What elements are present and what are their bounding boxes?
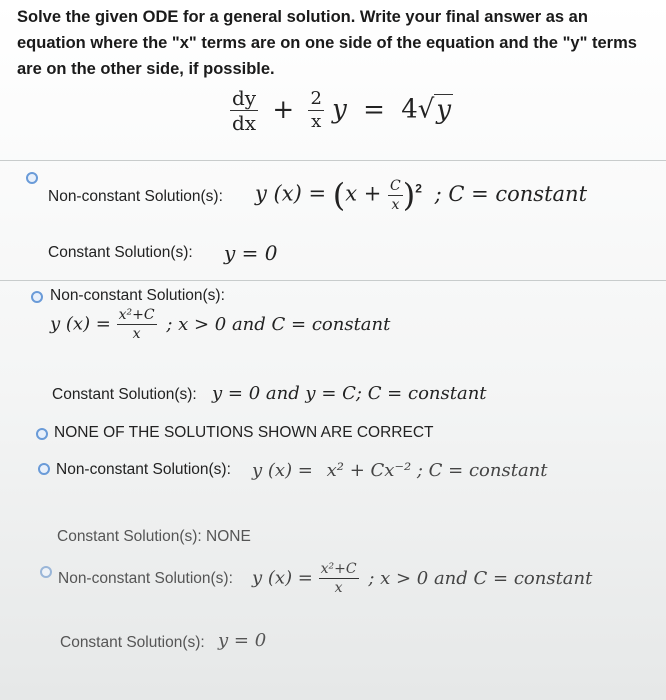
option-4-const-label: Constant Solution(s): NONE (57, 528, 251, 545)
option-3-radio[interactable] (36, 428, 48, 440)
divider (0, 160, 666, 161)
option-5-nonconst-expr: y (x) = $\frac{\text{x²+C}}{x}$ ; x > 0 and C = constant (252, 561, 593, 596)
dy-dx-fraction: $\frac{dy}{dx}$ (232, 86, 257, 135)
option-2-radio[interactable] (31, 291, 43, 303)
option-2-const-value: y = 0 and y = C; C = constant (212, 383, 487, 404)
option-2-nonconst-label: Non-constant Solution(s): (50, 287, 225, 304)
option-5-nonconst-label: Non-constant Solution(s): (58, 570, 233, 587)
option-1-radio[interactable] (26, 172, 38, 184)
option-4-radio[interactable] (38, 463, 50, 475)
option-1-const-value: y = 0 (224, 241, 278, 265)
option-4-nonconst-expr: y (x) = x² + Cx⁻² ; C = constant (252, 460, 548, 481)
option-2-const-label: Constant Solution(s): (52, 386, 197, 403)
option-2-nonconst-expr: y (x) = $\frac{\text{x²+C}}{x}$ ; x > 0 and C = constant (50, 307, 391, 342)
two-over-x-fraction: $\frac{2}{x}$ (310, 88, 322, 132)
option-1-const-label: Constant Solution(s): (48, 244, 193, 261)
option-5-const-value: y = 0 (218, 630, 267, 651)
divider (0, 280, 666, 281)
option-3-label: NONE OF THE SOLUTIONS SHOWN ARE CORRECT (54, 424, 434, 441)
option-5-const-label: Constant Solution(s): (60, 634, 205, 651)
option-5-radio[interactable] (40, 566, 52, 578)
question-text: Solve the given ODE for a general solution. Write your final answer as an equation where the "x" terms are on one side of the equation and the "y" terms are on the other side, if possible. (17, 8, 637, 78)
option-4-nonconst-label: Non-constant Solution(s): (56, 461, 231, 478)
option-1-nonconst-label: Non-constant Solution(s): (48, 188, 223, 205)
ode-equation: $\frac{dy}{dx}$ + $\frac{2}{x}$ y = 4√y (232, 86, 452, 135)
option-1-nonconst-expr: y (x) = (x + $\frac{C}{x}$ )$^2$ ; C = constant (255, 176, 588, 214)
sqrt-symbol: √ (417, 94, 435, 125)
